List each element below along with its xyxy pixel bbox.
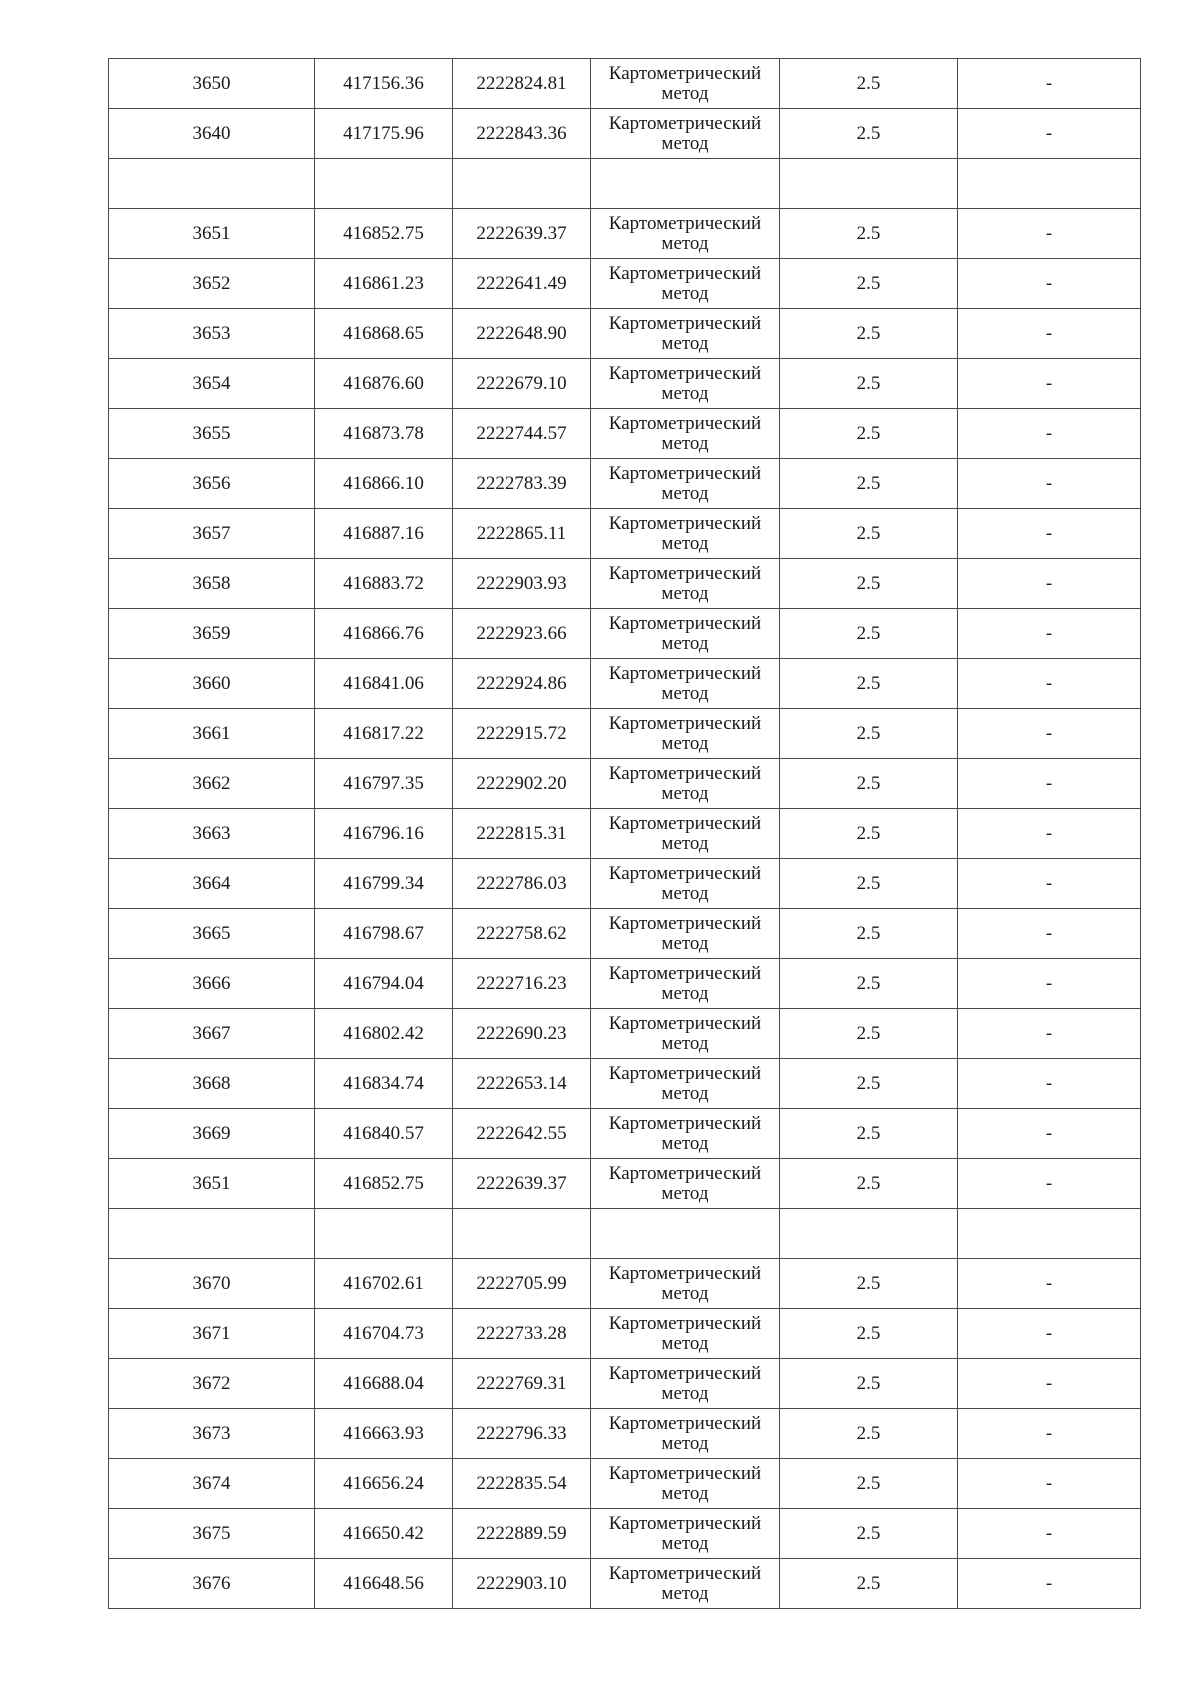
point-number-cell: 3668 [109,1059,315,1109]
method-line: метод [661,1482,709,1504]
table-row [109,459,1141,509]
x-coordinate-cell: 416866.76 [315,609,453,659]
description-cell: - [958,609,1141,659]
description-cell: - [958,959,1141,1009]
point-number-cell: 3673 [109,1409,315,1459]
description-cell: - [958,559,1141,609]
precision-cell: 2.5 [780,1109,958,1159]
empty-cell [591,159,780,209]
y-coordinate-cell: 2222758.62 [453,909,591,959]
method-line: метод [661,482,709,504]
table-row [109,659,1141,709]
precision-cell: 2.5 [780,1309,958,1359]
precision-cell: 2.5 [780,709,958,759]
method-line: Картометрический [608,962,762,984]
table-row [109,1559,1141,1609]
method-line: Картометрический [608,712,762,734]
coordinates-table [108,58,1141,1609]
x-coordinate-cell: 416852.75 [315,1159,453,1209]
point-number-cell: 3672 [109,1359,315,1409]
x-coordinate-cell: 417156.36 [315,59,453,109]
y-coordinate-cell: 2222705.99 [453,1259,591,1309]
coordinates-table-body [109,59,1141,1609]
precision-cell: 2.5 [780,1059,958,1109]
method-line: Картометрический [608,1162,762,1184]
method-line: Картометрический [608,1312,762,1334]
table-row [109,1409,1141,1459]
method-line: метод [661,682,709,704]
method-line: Картометрический [608,112,762,134]
y-coordinate-cell: 2222769.31 [453,1359,591,1409]
precision-cell: 2.5 [780,609,958,659]
precision-cell: 2.5 [780,1559,958,1609]
method-line: Картометрический [608,762,762,784]
point-number-cell: 3662 [109,759,315,809]
table-row [109,1259,1141,1309]
y-coordinate-cell: 2222744.57 [453,409,591,459]
precision-cell: 2.5 [780,409,958,459]
y-coordinate-cell: 2222815.31 [453,809,591,859]
description-cell: - [958,859,1141,909]
table-row [109,1509,1141,1559]
table-row [109,809,1141,859]
method-line: Картометрический [608,1062,762,1084]
method-cell [591,959,780,1009]
method-line: метод [661,1582,709,1604]
y-coordinate-cell: 2222924.86 [453,659,591,709]
point-number-cell: 3669 [109,1109,315,1159]
description-cell: - [958,509,1141,559]
method-cell [591,1259,780,1309]
point-number-cell: 3653 [109,309,315,359]
x-coordinate-cell: 416798.67 [315,909,453,959]
point-number-cell: 3640 [109,109,315,159]
x-coordinate-cell: 416802.42 [315,1009,453,1059]
precision-cell: 2.5 [780,1009,958,1059]
description-cell: - [958,1509,1141,1559]
method-line: Картометрический [608,1112,762,1134]
method-cell [591,459,780,509]
method-cell [591,1309,780,1359]
y-coordinate-cell: 2222639.37 [453,209,591,259]
method-cell [591,1109,780,1159]
y-coordinate-cell: 2222923.66 [453,609,591,659]
method-line: метод [661,332,709,354]
description-cell: - [958,1059,1141,1109]
description-cell: - [958,1009,1141,1059]
point-number-cell: 3667 [109,1009,315,1059]
point-number-cell: 3670 [109,1259,315,1309]
description-cell: - [958,909,1141,959]
description-cell: - [958,1409,1141,1459]
method-cell [591,1159,780,1209]
method-line: Картометрический [608,62,762,84]
method-line: метод [661,1432,709,1454]
precision-cell: 2.5 [780,509,958,559]
method-cell [591,859,780,909]
empty-cell [453,1209,591,1259]
x-coordinate-cell: 416861.23 [315,259,453,309]
x-coordinate-cell: 416841.06 [315,659,453,709]
x-coordinate-cell: 416794.04 [315,959,453,1009]
method-line: метод [661,1182,709,1204]
point-number-cell: 3654 [109,359,315,409]
method-line: Картометрический [608,362,762,384]
method-line: метод [661,282,709,304]
x-coordinate-cell: 416688.04 [315,1359,453,1409]
point-number-cell: 3655 [109,409,315,459]
method-line: Картометрический [608,212,762,234]
point-number-cell: 3659 [109,609,315,659]
method-cell [591,59,780,109]
precision-cell: 2.5 [780,1509,958,1559]
method-cell [591,409,780,459]
point-number-cell: 3671 [109,1309,315,1359]
y-coordinate-cell: 2222843.36 [453,109,591,159]
method-cell [591,209,780,259]
precision-cell: 2.5 [780,809,958,859]
empty-cell [109,159,315,209]
point-number-cell: 3656 [109,459,315,509]
method-line: Картометрический [608,1362,762,1384]
y-coordinate-cell: 2222865.11 [453,509,591,559]
y-coordinate-cell: 2222733.28 [453,1309,591,1359]
method-line: метод [661,1282,709,1304]
precision-cell: 2.5 [780,909,958,959]
method-line: Картометрический [608,1012,762,1034]
method-line: метод [661,382,709,404]
method-line: Картометрический [608,262,762,284]
x-coordinate-cell: 416852.75 [315,209,453,259]
precision-cell: 2.5 [780,1459,958,1509]
point-number-cell: 3650 [109,59,315,109]
method-line: Картометрический [608,1262,762,1284]
precision-cell: 2.5 [780,309,958,359]
method-line: Картометрический [608,612,762,634]
y-coordinate-cell: 2222690.23 [453,1009,591,1059]
method-cell [591,1509,780,1559]
description-cell: - [958,59,1141,109]
precision-cell: 2.5 [780,459,958,509]
method-line: Картометрический [608,1562,762,1584]
y-coordinate-cell: 2222639.37 [453,1159,591,1209]
x-coordinate-cell: 416650.42 [315,1509,453,1559]
method-cell [591,1009,780,1059]
method-line: Картометрический [608,862,762,884]
table-row [109,409,1141,459]
x-coordinate-cell: 416648.56 [315,1559,453,1609]
precision-cell: 2.5 [780,1159,958,1209]
table-row [109,1309,1141,1359]
method-cell [591,609,780,659]
table-row [109,709,1141,759]
table-row [109,609,1141,659]
y-coordinate-cell: 2222902.20 [453,759,591,809]
description-cell: - [958,809,1141,859]
precision-cell: 2.5 [780,1409,958,1459]
method-line: метод [661,82,709,104]
x-coordinate-cell: 417175.96 [315,109,453,159]
table-row [109,1159,1141,1209]
description-cell: - [958,759,1141,809]
point-number-cell: 3665 [109,909,315,959]
method-line: Картометрический [608,562,762,584]
description-cell: - [958,459,1141,509]
x-coordinate-cell: 416796.16 [315,809,453,859]
y-coordinate-cell: 2222903.10 [453,1559,591,1609]
precision-cell: 2.5 [780,259,958,309]
method-line: метод [661,982,709,1004]
method-cell [591,709,780,759]
method-line: метод [661,782,709,804]
description-cell: - [958,309,1141,359]
method-line: метод [661,632,709,654]
empty-cell [780,159,958,209]
method-line: метод [661,432,709,454]
empty-cell [453,159,591,209]
empty-cell [591,1209,780,1259]
method-cell [591,1559,780,1609]
method-line: метод [661,1032,709,1054]
method-cell [591,359,780,409]
point-number-cell: 3676 [109,1559,315,1609]
y-coordinate-cell: 2222903.93 [453,559,591,609]
table-row [109,1009,1141,1059]
precision-cell: 2.5 [780,1259,958,1309]
table-row [109,259,1141,309]
precision-cell: 2.5 [780,759,958,809]
method-line: Картометрический [608,1512,762,1534]
description-cell: - [958,659,1141,709]
method-line: метод [661,832,709,854]
table-row [109,59,1141,109]
table-row [109,559,1141,609]
precision-cell: 2.5 [780,959,958,1009]
method-cell [591,1409,780,1459]
point-number-cell: 3664 [109,859,315,909]
description-cell: - [958,109,1141,159]
x-coordinate-cell: 416656.24 [315,1459,453,1509]
description-cell: - [958,1359,1141,1409]
empty-cell [315,1209,453,1259]
y-coordinate-cell: 2222796.33 [453,1409,591,1459]
precision-cell: 2.5 [780,109,958,159]
method-line: метод [661,1382,709,1404]
point-number-cell: 3651 [109,209,315,259]
x-coordinate-cell: 416876.60 [315,359,453,409]
table-row [109,1109,1141,1159]
point-number-cell: 3652 [109,259,315,309]
table-row [109,759,1141,809]
method-cell [591,259,780,309]
table-row [109,1059,1141,1109]
method-cell [591,309,780,359]
description-cell: - [958,709,1141,759]
method-line: метод [661,582,709,604]
precision-cell: 2.5 [780,659,958,709]
y-coordinate-cell: 2222716.23 [453,959,591,1009]
method-line: Картометрический [608,812,762,834]
y-coordinate-cell: 2222648.90 [453,309,591,359]
x-coordinate-cell: 416817.22 [315,709,453,759]
x-coordinate-cell: 416887.16 [315,509,453,559]
separator-row [109,159,1141,209]
description-cell: - [958,1259,1141,1309]
table-row [109,309,1141,359]
description-cell: - [958,1109,1141,1159]
precision-cell: 2.5 [780,859,958,909]
method-cell [591,109,780,159]
precision-cell: 2.5 [780,59,958,109]
precision-cell: 2.5 [780,359,958,409]
method-line: Картометрический [608,912,762,934]
method-line: метод [661,882,709,904]
precision-cell: 2.5 [780,1359,958,1409]
method-line: метод [661,932,709,954]
method-line: метод [661,232,709,254]
method-line: Картометрический [608,512,762,534]
table-row [109,909,1141,959]
description-cell: - [958,1459,1141,1509]
table-row [109,959,1141,1009]
table-row [109,209,1141,259]
x-coordinate-cell: 416702.61 [315,1259,453,1309]
method-line: Картометрический [608,462,762,484]
method-line: метод [661,532,709,554]
method-cell [591,1059,780,1109]
description-cell: - [958,259,1141,309]
y-coordinate-cell: 2222835.54 [453,1459,591,1509]
method-cell [591,659,780,709]
table-row [109,1359,1141,1409]
method-line: метод [661,1082,709,1104]
point-number-cell: 3651 [109,1159,315,1209]
point-number-cell: 3658 [109,559,315,609]
method-line: метод [661,132,709,154]
empty-cell [315,159,453,209]
empty-cell [958,159,1141,209]
method-line: метод [661,1532,709,1554]
x-coordinate-cell: 416834.74 [315,1059,453,1109]
method-cell [591,1359,780,1409]
empty-cell [780,1209,958,1259]
empty-cell [109,1209,315,1259]
method-line: Картометрический [608,1462,762,1484]
method-cell [591,809,780,859]
y-coordinate-cell: 2222679.10 [453,359,591,409]
description-cell: - [958,1309,1141,1359]
y-coordinate-cell: 2222824.81 [453,59,591,109]
x-coordinate-cell: 416866.10 [315,459,453,509]
y-coordinate-cell: 2222915.72 [453,709,591,759]
table-row [109,859,1141,909]
table-row [109,359,1141,409]
description-cell: - [958,409,1141,459]
point-number-cell: 3666 [109,959,315,1009]
method-cell [591,759,780,809]
point-number-cell: 3661 [109,709,315,759]
x-coordinate-cell: 416797.35 [315,759,453,809]
description-cell: - [958,1559,1141,1609]
y-coordinate-cell: 2222889.59 [453,1509,591,1559]
table-row [109,1459,1141,1509]
point-number-cell: 3657 [109,509,315,559]
table-row [109,509,1141,559]
method-line: метод [661,1332,709,1354]
table-row [109,109,1141,159]
method-line: Картометрический [608,1412,762,1434]
method-cell [591,509,780,559]
y-coordinate-cell: 2222783.39 [453,459,591,509]
method-line: метод [661,732,709,754]
x-coordinate-cell: 416840.57 [315,1109,453,1159]
point-number-cell: 3675 [109,1509,315,1559]
precision-cell: 2.5 [780,209,958,259]
point-number-cell: 3660 [109,659,315,709]
x-coordinate-cell: 416873.78 [315,409,453,459]
method-line: метод [661,1132,709,1154]
y-coordinate-cell: 2222786.03 [453,859,591,909]
method-cell [591,909,780,959]
x-coordinate-cell: 416883.72 [315,559,453,609]
point-number-cell: 3663 [109,809,315,859]
point-number-cell: 3674 [109,1459,315,1509]
description-cell: - [958,359,1141,409]
method-line: Картометрический [608,412,762,434]
x-coordinate-cell: 416868.65 [315,309,453,359]
y-coordinate-cell: 2222653.14 [453,1059,591,1109]
description-cell: - [958,209,1141,259]
method-line: Картометрический [608,662,762,684]
x-coordinate-cell: 416663.93 [315,1409,453,1459]
y-coordinate-cell: 2222642.55 [453,1109,591,1159]
separator-row [109,1209,1141,1259]
x-coordinate-cell: 416799.34 [315,859,453,909]
precision-cell: 2.5 [780,559,958,609]
y-coordinate-cell: 2222641.49 [453,259,591,309]
method-cell [591,1459,780,1509]
method-line: Картометрический [608,312,762,334]
method-cell [591,559,780,609]
x-coordinate-cell: 416704.73 [315,1309,453,1359]
description-cell: - [958,1159,1141,1209]
empty-cell [958,1209,1141,1259]
